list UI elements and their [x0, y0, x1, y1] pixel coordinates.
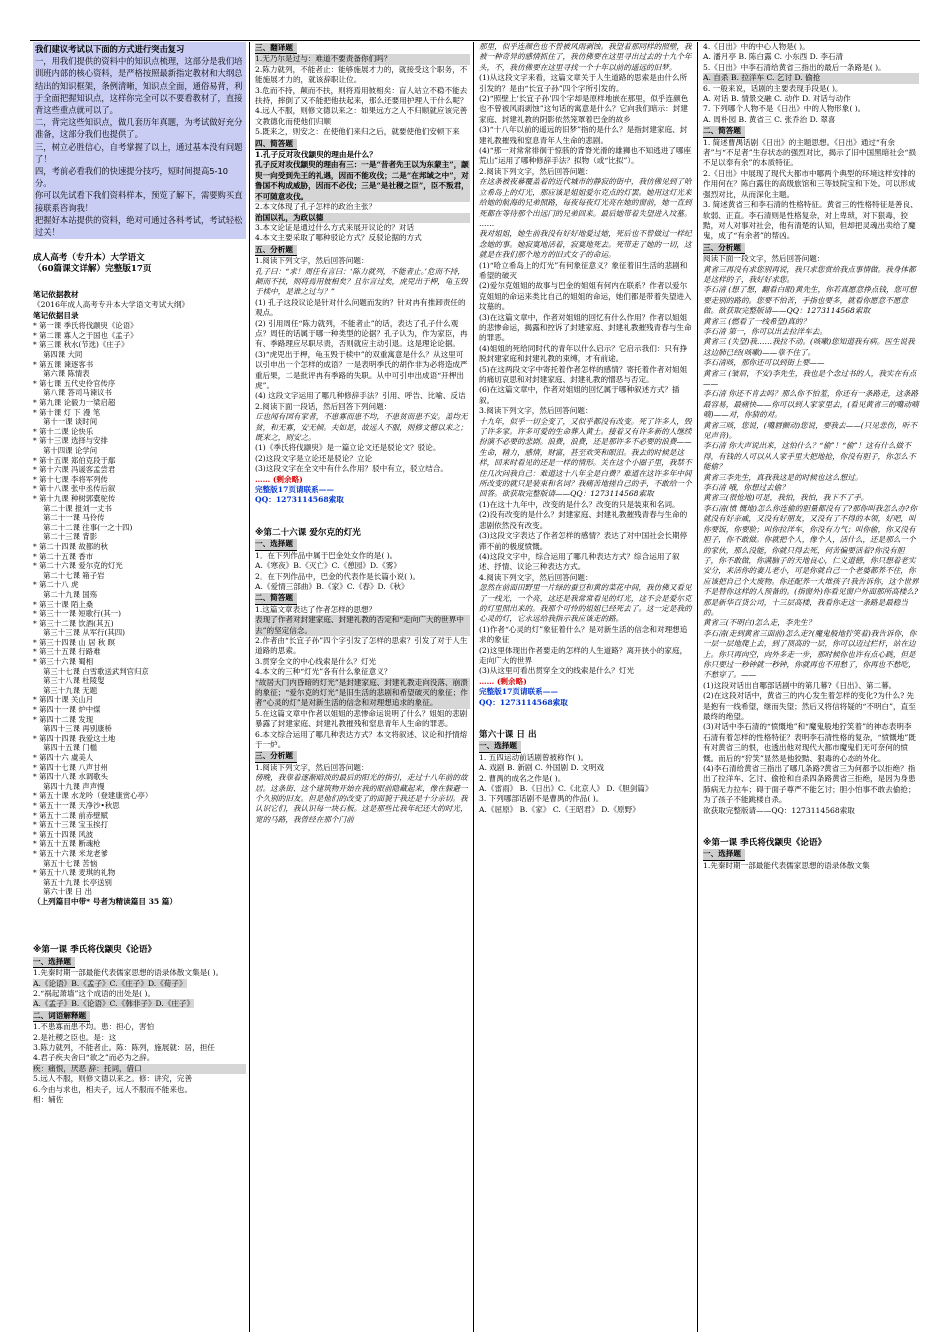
answer: (2) 引用周任“陈力就列，不能者止”的话，表达了孔子什么观点？周任的话属于哪一种类型的论据？孔子认为，作为家臣，冉有、季路理应尽职尽责，否则就应主动引退。这是理论论据。	[255, 318, 468, 349]
question: 1.先秦时期一部最能代表儒家思想的语录体散文集是( )。	[33, 968, 224, 978]
passage: 那里，似乎连颜色也不曾被风雨剥蚀。我望着那同样的照壁，我被一种奇异的感情抓住了，我仿佛要在这里寻出过去的十九个年头，不，我仿佛要在这里寻找一个十年以前的遥远的旧梦。	[479, 42, 692, 72]
translation-item: 2.陈力就列，不能者止：能够施展才力的，就接受这个职务，不能施展才力的，就该辞职让位。	[255, 64, 468, 85]
intro-line: 二，背完这些知识点，做几套历年真题，为考试做好充分准备，这部分我们也提供了。	[35, 117, 243, 140]
toc-item: 第六十课 日 出	[43, 887, 93, 897]
answer: (3)这段文字在全文中有什么作用？驳中有立，驳立结合。	[255, 464, 449, 474]
translation-item: 5.既来之，则安之：在使他们来归之后，就要使他们安顿下来	[255, 127, 460, 137]
passage: 丘也闻有国有家者，不患寡而患不均，不患贫而患不安。盖均无贫，和无寡，安无倾。夫如是，故远人不服，则修文德以来之；既来之，则安之。	[255, 412, 468, 443]
omitted-note: …… (剩余略)	[255, 474, 303, 484]
toc-item: 第四十九课 声声慢	[43, 781, 105, 791]
toc-item: * 第五十课 水龙吟（登建康赏心亭）	[33, 791, 153, 801]
passage: 我对姐姐，她生前我没有好好地爱过她，死后也不曾做过一样纪念她的事。她寂寞地活着，寂寞地死去。死带走了她的一切，这就是在我们那个地方的旧式女子的命运。	[479, 229, 692, 260]
answer: 3. 简述黄省三和李石清的性格特征。黄省三的性格特征是善良、软弱、正直。李石清则是性格复杂，对上卑琐，对下狠毒，狡黠，对人对事对社会，他有清楚的认知，但却把灵魂出卖给了魔鬼，成了“有余者”的帮凶。	[703, 200, 918, 241]
answer-options: A. 对话 B. 情景交融 C. 动作 D. 对话与动作	[703, 94, 851, 104]
question: 2. 曹禺的成名之作是( )。	[479, 773, 566, 783]
translation-item: 4.远人不服，则修文德以来之：如果远方之人不归顺就应该完善文教德化而使他们归顺	[255, 106, 468, 126]
lesson-title: ※第二十六课 爱尔克的灯光	[255, 527, 361, 538]
basis-text: 《2016年成人高考专升本大学语文考试大纲》	[33, 300, 190, 310]
word-item: 疾：痛恨，厌恶 辞：托词，借口	[33, 1064, 246, 1074]
toc-note: （上列篇目中带* 号者为精读篇目 35 篇）	[33, 896, 177, 906]
section-header: 五、分析题	[255, 245, 297, 256]
answer: 孔子反对攻伐颛臾的理由有三：一是“昔者先王以为东蒙主”，颛臾一向受到先王的礼遇，因而不能攻伐；二是“在邦域之中”，对鲁国不构成威胁，因而不必伐；三是“是社稷之臣”，臣不叛君，不可随意攻伐。	[255, 160, 469, 201]
answer: (1)这段对话出自哪部话剧中的第几幕?《日出》、第二幕。	[703, 680, 897, 690]
toc-item: * 第五十一课 天净沙•秋思	[33, 800, 120, 810]
toc-item: 第六课 陈情表	[43, 369, 90, 379]
table-of-contents	[33, 321, 246, 897]
toc-item: * 第十三课 选择与安排	[33, 436, 108, 446]
toc-item: * 第五十四课 风波	[33, 829, 94, 839]
question: 6. 一般来说，话剧的主要表现手段是( )。	[703, 83, 843, 93]
question: 1.孔子反对攻伐颛臾的理由是什么？	[255, 150, 377, 160]
answer: (4)这段文字中，综合运用了哪几种表达方式？综合运用了叙述、抒情、议论三种表达方式。	[479, 551, 680, 572]
question: 2.阅读下列文字，然后回答问题：	[479, 166, 593, 176]
toc-item: 第四课 大同	[43, 350, 83, 360]
question: 阅读下面一段文字，然后回答问题：	[703, 254, 825, 264]
toc-item: 第二十课 报刘一丈书	[43, 503, 112, 513]
toc-item: * 第十八课 张中丞传后叙	[33, 484, 116, 494]
lesson-title: ※第一课 季氏将伐颛臾《论语》	[703, 838, 827, 849]
toc-item: * 第五十三课 宝玉挨打	[33, 820, 108, 830]
toc-item: 第三十九课 无题	[43, 685, 98, 695]
answer: (1)“哈立希岛上的灯光”有何象征意义？象征着旧生活的悲剧和希望的破灭	[479, 260, 688, 280]
toc-item: * 第四十六 虞美人	[33, 753, 94, 762]
answer-options: A.《寒夜》B.《灭亡》C.《憩园》D.《雾》	[255, 561, 401, 571]
question: 3.阅读下列文字，然后回答问题：	[479, 406, 593, 416]
section-header: 二、简答题	[703, 126, 745, 137]
question: 6.本文综合运用了哪几种表达方式？本文将叙述、议论和抒情熔于一炉。	[255, 729, 468, 749]
column-3	[476, 42, 698, 1332]
toc-item: * 第一课 季氏将伐颛臾《论语》	[33, 321, 138, 331]
answer: (2)这段文字是立论还是驳论？立论	[255, 453, 373, 463]
question: 7. 下列哪个人物不是《日出》中的人物形象( )。	[703, 104, 866, 114]
passage: 忽然在前面田野里一片绿的蚕豆和黄的菜花中间，我仿佛又看见了一线光，一个亮，这还是我常常看见的灯光，这不会是爱尔克的灯里照出来的。我那个可怜的姐姐已经死去了。这一定是我的心灵的灯，它永远给我指示我应该走的路。	[479, 583, 692, 624]
section-header: 三、分析题	[255, 751, 297, 762]
question: 4.本文主要采取了哪种驳论方式？反驳论据的方式	[255, 233, 422, 243]
toc-item: * 第三十一课 短歌行(其一)	[33, 609, 122, 619]
play-excerpt: 黄省三再没有求您别再说，我只求您赏给我点事情做。我身体都是这样的子，我好好求您。 李石清 (想了想，翻看白眼)黄先生，你若真愿意挣点钱，您可想要走别的路的。您要不怕苦，手指也要多，就看你愿意不愿意做。欲获取完整版请——QQ：1273114568索取 黄省三 (燃看了一线希望)真的？ 李石清 第一，你可以出去拉洋车去。 黄省三 (失望)我……我拉不动。(咳嗽)您知道我有病。医生说我这边肺已经(咳嗽)——靠不住了。 李石清咳，那你还可以到街上要—— 黄省三 (皱眉，不安)李先生，我也是个念过书的人，我实在有点—— 李石清 你还不肯去吗？那么你不怕羞，你还有一条路走，这条路最容易，最痛快——你可以到人家家里去，(看见黄省三的嘴动喃喃)——对，你猜的对。 黄省三咳，您说，(嘴唇颤动)您说，要我去——(只见悲伤，听不见声音)。 李石清 你大声说出来，这怕什么？“偷”！“偷”！这有什么做不得，有钱的人可以从人家手里大把地抢，你没有胆子，你怎么不能偷？ 黄省三李先生，真我我这是的时候也这么想过。 李石清 哦，你想过去偷？ 黄省三(很怆地)可是，我怕，我怕，我下不了手。 李石清(愤 慨地)怎么你连偷的胆量都没有了?那你叫我怎么办?你就没有好亲戚，又没有好朋友，又没有了不得的本领，好吧，叫你要饭，你要脸；叫你拉洋车，你没有力气；叫你偷，你又没有胆子，你不敢做。你就把个人，像个人，活什么，还是那么一个的家伙，那么没能，你就只得去死，何苦偏要活着?你没有胆子，你不敢做，你满脑子的天地良心，仁义道德，你只想着老实安分，来活你的妻儿老小，可是你就自己一个老婆都养不住，你应该把自己个大废物。你还配养一大堆孩子!我告诉你，这个世界不是替你这样的人预备的。(指窗外)你看见窗户外面那所高楼么?那是新华百货公司，十三层高楼，我看你走这一条路是最稳当的。 黄省三(不明白)怎么走，李先生？ 李石清(走到黄省三面前)怎么走?(魔鬼般地狞笑着)我告诉你，你一层一层地爬上去，到了顶高的一层，你可以迈过栏杆，站在边上。你只再向空，向外多走一步，那时候你也许有点心跳，但是你只要过一秒钟就一秒钟，你就再也不用愁了，你再也不愁吃，不愁穿了。——	[703, 264, 919, 680]
section-header: 一、选择题	[479, 741, 521, 752]
toc-item: * 第三课 秋水(节选)《庄子》	[33, 340, 129, 350]
question: 4.本文的三种“灯光”各有什么象征意义？	[255, 667, 392, 677]
toc-item: 第四十三课 再别康桥	[43, 724, 112, 734]
toc-item: * 第四十二课 发现	[33, 714, 94, 724]
section-header: 一、选择题	[33, 957, 75, 968]
toc-item: * 第十五课 郑伯克段于鄢	[33, 455, 116, 465]
answer: (3)这段文字表达了作者怎样的感情？表达了对中国社会长期停滞不前的极度愤慨。	[479, 531, 688, 551]
lesson-title: 第六十课 日 出	[479, 730, 537, 740]
answer-options: A.《雷雨》 B.《日出》C.《北京人》 D.《胆剑篇》	[479, 784, 653, 794]
toc-item: 第二十三课 背影	[43, 532, 98, 542]
toc-item: 第二十二课 往事(一之十四)	[43, 522, 133, 532]
question: 1.阅读下列文字，然后回答问题：	[255, 256, 369, 266]
toc-item: 第二十一课 马伶传	[43, 513, 105, 523]
intro-box	[33, 42, 246, 239]
question: 2.“祸起萧墙”这个成语的出处是( )。	[33, 988, 156, 998]
section-header: 二、简答题	[255, 593, 297, 604]
toc-item: * 第四十课 关山月	[33, 695, 94, 705]
word-item: 2.是社稷之臣也。是：这	[33, 1032, 117, 1042]
basis-title: 笔记依据教材	[33, 290, 79, 300]
answer: (2)“照壁上‘长宜子孙’四个字却是原样地嵌在那里，似乎连颜色也不曾被风雨剥蚀”这句话的寓意是什么？它向我们暗示：封建家庭、封建礼教的阴影依然笼罩着巴金的故乡	[479, 94, 689, 124]
contact-qq: 欲获取完整版请——QQ：1273114568索取	[703, 805, 855, 815]
word-item: 3.陈力就列，不能者止。陈：陈列，施展就：居，担任	[33, 1042, 215, 1052]
answer: (2)在这段对话中，黄省三的内心发生着怎样的变化?为什么? 先是抱有一线希望，继而失望；然后又将信将疑的“不明白”，直至最终的绝望。	[703, 691, 916, 721]
question: 3.贯穿全文的中心线索是什么？灯光	[255, 656, 377, 666]
toc-item: * 第二十五课 香市	[33, 551, 94, 561]
toc-item: 第五十七课 苦恼	[43, 858, 98, 868]
omitted-note: …… (剩余略)	[479, 676, 527, 686]
question: 5.《日出》中李石清给黄省三指出的最后一条路是( )。	[703, 62, 886, 72]
answer: (6)在这篇文章中，作者对姐姐的回忆属于哪种叙述方式？插叙。	[479, 385, 680, 405]
column-4	[700, 42, 922, 1332]
toc-item: * 第三十二课 饮酒(其五)	[33, 618, 114, 628]
intro-line: 你可以先试看下我们资料样本，预览了解下，需要购买直接联系咨询我！	[35, 190, 243, 213]
answer: (1)从这段文字来看，这篇文章关于人生道路的思索是由什么所引发的？是由“长宜子孙”四个字所引发的。	[479, 73, 688, 93]
section-header: 二、词语解释题	[33, 1011, 90, 1022]
toc-item: * 第三十课 陌上桑	[33, 599, 94, 609]
question: 5.在这篇文章中作者以姐姐的悲惨命运说明了什么？姐姐的悲剧暴露了封建家庭、封建礼教摧残和窒息青年人生命的罪恶。	[255, 708, 468, 729]
section-header: 一、选择题	[255, 539, 297, 550]
toc-item: 第四十五课 门槛	[43, 743, 98, 753]
toc-item: * 第五十八课 麦琪的礼物	[33, 868, 116, 878]
answer-options: A.《孟子》B.《论语》C.《韩非子》D.《庄子》	[33, 999, 195, 1009]
question: 2.阅读下面一段话，然后回答下列问题：	[255, 401, 392, 411]
toc-item: * 第五十二课 前赤壁赋	[33, 810, 108, 820]
section-header: 三、分析题	[703, 243, 745, 254]
toc-item: * 第二课 寡人之于国也《孟子》	[33, 330, 138, 340]
column-1	[30, 42, 250, 1332]
answer-options: A. 潘月亭 B. 陈白露 C. 小东西 D. 李石清	[703, 52, 844, 62]
toc-item: * 第四十四课 我爱这土地	[33, 733, 116, 743]
question: 4.《日出》中的中心人物是( )。	[703, 42, 810, 51]
passage-ellipsis: ……	[479, 218, 495, 228]
toc-item: * 第九课 论毅力一梁启超	[33, 398, 116, 408]
toc-item: * 第四十八课 水调歌头	[33, 772, 108, 782]
toc-item: * 第五十六课 米龙老爹	[33, 848, 108, 858]
answer: 治国以礼，为政以德	[255, 213, 470, 223]
question: 3. 下列哪部话剧不是曹禺的作品( )。	[479, 794, 604, 804]
toc-item: 第二十七课 箱子岩	[43, 570, 105, 580]
word-item: 相：辅佐	[33, 1095, 64, 1104]
toc-item: * 第十六课 冯谖客孟尝君	[33, 465, 116, 475]
toc-item: * 第三十五课 行路难	[33, 647, 101, 657]
answer: (1)在这十九年中，改变的是什么？改变的只是装束和名词。	[479, 499, 680, 509]
toc-item: * 第七课 五代史伶官传序	[33, 378, 116, 388]
answer: 1. 简述曹禺话剧《日出》的主题思想。《日出》通过“有余者”与“不足者”生存状态的强烈对比，揭示了旧中国黑暗社会“损不足以奉有余”的本质特征。	[703, 137, 916, 168]
toc-item: * 第五十五课 断魂枪	[33, 839, 101, 849]
toc-item: * 第四十一课 炉中煤	[33, 705, 101, 715]
translation-item: 1.无乃尔是过与：难道不要责备你们吗？	[255, 54, 470, 64]
contact-qq: QQ：1273114568索取	[255, 495, 344, 505]
toc-item: 第五十九课 长亭送别	[43, 877, 112, 887]
question: 1. 五四运动前话剧曾被称作( )。	[479, 752, 589, 762]
word-item: 6.今由与求也，相夫子，远人不服而不能来也。	[33, 1084, 193, 1094]
answer: (3)“虎兕出于柙，龟玉毁于椟中”的双重寓意是什么？从这里可以引申出一个怎样的成语？一是表明季氏的胡作非为必将造成严重后果，二是批评冉有季路的失职。从中可引申出成语“开柙出虎”。	[255, 349, 468, 390]
answer: (2)没有改变的是什么？封建家庭、封建礼教摧残青春与生命的悲剧依然没有改变。	[479, 510, 688, 530]
answer: (1)作者“心灵的灯”象征着什么？是对新生活的信念和对理想追求的象征	[479, 624, 688, 645]
answer: (3)“十八年以前的遥远的旧梦”指的是什么？是指封建家庭、封建礼教摧残和窒息青年人生命的悲剧。	[479, 125, 688, 145]
word-item: 4.君子疾夫舍曰“欲之”而必为之辞。	[33, 1053, 155, 1063]
contact-link[interactable]: 完整版17页请联系——	[255, 485, 334, 495]
answer: (2)这里体现出作者要走的怎样的人生道路？离开狭小的家庭，走向广大的世界	[479, 645, 688, 665]
column-2	[252, 42, 474, 1332]
answer: (4) 这段文字运用了哪几种修辞手法？引用、呼告、比喻、反诘	[255, 391, 466, 401]
toc-item: * 第二十八 虎	[33, 580, 79, 590]
toc-item: * 第十二课 论快乐	[33, 426, 94, 436]
question: 1.这篇文章表达了作者怎样的思想？	[255, 604, 377, 614]
contact-link[interactable]: 完整版17页请联系——	[479, 687, 558, 697]
question: 2.本文体现了孔子怎样的政治主张？	[255, 202, 377, 212]
question: 3.本文论证是通过什么方式来展开议论的？对话	[255, 222, 415, 232]
section-header: 三、翻译题	[255, 43, 297, 54]
question: 1.阅读下列文字，然后回答问题：	[255, 762, 369, 772]
section-header: 一、选择题	[703, 849, 745, 860]
question: 1.先秦时期一部最能代表儒家思想的语录体散文集	[703, 860, 870, 870]
answer: (3)对话中李石清的“愤慨地”和“魔鬼般地狞笑着”的神态表明李石清有着怎样的性格特征？表明李石清性格的复杂，“愤慨地”既有对黄省三的恨，也透出他对现代大都市魔鬼们无可奈何的愤慨。而后的“狞笑”显然是他狡黠、狠毒的心态的外化。	[703, 722, 916, 763]
answer: (2)爱尔克姐姐的故事与巴金的姐姐有何内在联系？作者以爱尔克姐姐的命运来类比自己的姐姐的命运，她们都是带着失望进入坟墓的。	[479, 281, 692, 312]
passage: 在这条被夜幕覆盖着的近代城市的静寂的街中，我仿佛见到了哈立希岛上的灯光，那应该是姐姐爱尔克点的灯罢。她用这灯光来给她的航海的兄弟照路，每夜每夜灯光亮在她的窗前，她一直到死都在等待那个出远门的兄弟回来。最后她带着失望进入坟墓。	[479, 177, 692, 218]
contact-qq: QQ：1273114568索取	[479, 697, 568, 707]
intro-title: 我们建议考试以下面的方式进行突击复习	[35, 44, 185, 54]
answer: (4)“那一对常常徘徊于惊骇的背脊光滑的雄狮也不知逃进了哪座荒山”运用了哪种修辞手法？拟物（或“比拟”）。	[479, 146, 692, 166]
toc-item: 第二十九课 国殇	[43, 589, 98, 599]
question: 2.作者由“长宜子孙”四个字引发了怎样的思索？引发了对于人生道路的思索。	[255, 635, 468, 656]
passage: 傍晚，我靠着逐渐暗淡的最后的阳光的指引，走过十八年前的故居。这条街、这个建筑物开始在我的眼前隐藏起来，像在躲避一个久别的旧友。但是他们的改变了的面貌于我还是十分亲切。我认识它们，我认识每一块石板。这是那些比我年纪还大的时光，宽的马路，我曾经在那个门前	[255, 773, 468, 824]
book-title: 成人高考（专升本）大学语文	[33, 253, 145, 264]
toc-item: * 第五课 谏逐客书	[33, 359, 94, 369]
passage: 十九年，似乎一切全变了，又似乎都没有改变。死了许多人，毁了许多家。许多可爱的生命葬入黄土。接着又有许多新的人继续扮演不必要的悲剧。浪费，浪费，还是那许多不必要的浪费——生命，精力，感情，财富，甚至欢笑和眼泪。我去的时候是这样，回来时看见的还是一样的情形。关在这个小圈子里，我禁不住几次问我自己：难道这十八年全是白费？难道在这许多年中间所改变的就只是装束和名词？我痛苦地搓自己的手，不敢给一个回答。欲获取完整版请——QQ：1273114568索取	[479, 416, 692, 499]
toc-item: 第八课 答司马谏议书	[43, 388, 112, 398]
toc-item: 第三十三课 从军行(其四)	[43, 628, 126, 638]
intro-line: 一，用我们提供的资料中的知识点梳理，这部分是我们培训班内部的核心资料，是严格按照最新指定教材和大纲总结出的知识框架，条例清晰，知识点全面，通俗易背，利于全面把握知识点，这样你完全可以不要看教材了，直接背这些重点就可以了。	[35, 56, 243, 116]
answer: (3)在这篇文章中，作者对姐姐的回忆有什么作用？作者以姐姐的悲惨命运，揭露和控诉了封建家庭、封建礼教摧残青春与生命的罪恶。	[479, 312, 692, 343]
toc-item: * 第十课 灯 下 漫 笔	[33, 407, 101, 417]
answer: (5)在这两段文字中寄托着作者怎样的感情？寄托着作者对姐姐的痛切哀思和对封建家庭、封建礼教的憎恶与否定。	[479, 364, 688, 384]
word-item: 1.不患寡而患不均。患：担心，害怕	[33, 1022, 155, 1032]
answer-options: A. 戏剧 B. 新剧 C. 外国剧 D. 文明戏	[479, 763, 604, 773]
question: 1．在下列作品中属于巴金处女作的是( )。	[255, 550, 398, 560]
answer: (1) 孔子这段议论是针对什么问题而发的？针对冉有推卸责任的观点。	[255, 297, 466, 318]
intro-line: 四，考前必看我们的快速提分技巧，短时间提高5-10分。	[35, 166, 229, 189]
answer-options: A.《屈原》 B.《家》 C.《王昭君》 D.《原野》	[479, 804, 640, 814]
answer: (4)姐姐的死给同时代的青年以什么启示？它启示我们：只有挣脱封建家庭和封建礼教的束缚，才有前途。	[479, 343, 688, 364]
toc-item: 第三十七课 白雪歌送武判官归京	[43, 666, 149, 676]
answer-options: A.《论语》B.《孟子》C.《庄子》D.《荀子》	[33, 978, 187, 988]
answer: (3)从这里可看出贯穿全文的线索是什么？灯光	[479, 666, 635, 676]
answer: (4)李石清给黄省三指出了哪几条路?黄省三为何都予以拒绝？指出了拉洋车、乞讨、偷抢和自杀四条路黄省三拒绝，是因为身患肺病无力拉车；碍于面子尊严不能乞讨；胆小怕事不敢去偷抢；为了孩子不能跳楼自杀。	[703, 764, 916, 805]
toc-item: 第十一课 谈时间	[43, 417, 98, 427]
toc-item: * 第三十六课 蜀相	[33, 657, 94, 667]
toc-item: 第三十八课 杜陵叟	[43, 676, 105, 686]
top-rule	[30, 40, 920, 41]
intro-line: 把握好本站提供的资料，绝对可通过各科考试，考试轻松过关！	[35, 214, 243, 238]
section-header: 四、简答题	[255, 139, 297, 150]
toc-item: * 第二十四课 故都的秋	[33, 541, 108, 551]
intro-line: 三，树立必胜信心，自考掌握了以上，通过基本没有问题了！	[35, 141, 243, 164]
word-item: 5.远人不服，则修文德以来之。修：讲究，完善	[33, 1074, 193, 1084]
passage: 孔子曰：“求！周任有言曰：‘陈力就列，不能者止。’危而不持，颠而不扶，则将焉用彼相矣？且尔言过矣，虎兕出于柙，龟玉毁于椟中，是谁之过与？”	[255, 266, 468, 297]
toc-item: * 第二十六课 爱尔克的灯光	[33, 561, 123, 571]
answer-options: A. 自杀 B. 拉洋车 C. 乞讨 D. 偷抢	[703, 73, 919, 83]
toc-item: 第十四课 论学问	[43, 446, 98, 455]
question: 2．在下列作品中，巴金的代表作是长篇小说( )。	[255, 571, 421, 581]
translation-item: 3.危而不持，颠而不扶，则将焉用彼相矣：盲人站立不稳不能去扶持，摔倒了又不能把他扶起来，那么还要用护理人干什么呢？	[255, 85, 468, 106]
answer-options: A. 周朴园 B. 黄省三 C. 张乔治 D. 翠喜	[703, 114, 836, 124]
question: 4.阅读下列文字，然后回答问题：	[479, 572, 593, 582]
answer: 2.《日出》中展现了现代大都市中哪两个典型的环境这样安排的作用何在？陈白露住的高级旅馆和三等妓院宝和下处。可以形成强烈对比，从而深化主题。	[703, 168, 916, 199]
book-subtitle: （60篇课文详解）完整版17页	[33, 263, 152, 274]
toc-item: * 第十九课 种树郭橐驼传	[33, 493, 116, 503]
toc-item: * 第三十四课 山 居 秋 暝	[33, 637, 115, 647]
answer-options: A.《爱情三部曲》B.《家》C.《春》D.《秋》	[255, 581, 409, 591]
answer: 表现了作者对封建家庭、封建礼教的否定和“走向广大的世界中去”的坚定信念。	[255, 615, 470, 636]
toc-title: 笔记依据目录	[33, 310, 79, 320]
answer: “故居大门内昏暗的灯光”是封建家庭、封建礼教走向没落、崩溃的象征；“爱尔克的灯光”是旧生活的悲剧和希望破灭的象征；作者“心灵的灯”是对新生活的信念和对理想追求的象征。	[255, 678, 470, 709]
toc-item: * 第十七课 李将军列传	[33, 474, 108, 484]
lesson-title: ※第一课 季氏将伐颛臾《论语》	[33, 945, 157, 956]
toc-item: * 第四十七课 八声甘州	[33, 762, 108, 772]
answer: (1)《季氏将伐颛臾》是一篇立论文还是驳论文？驳论。	[255, 443, 441, 453]
